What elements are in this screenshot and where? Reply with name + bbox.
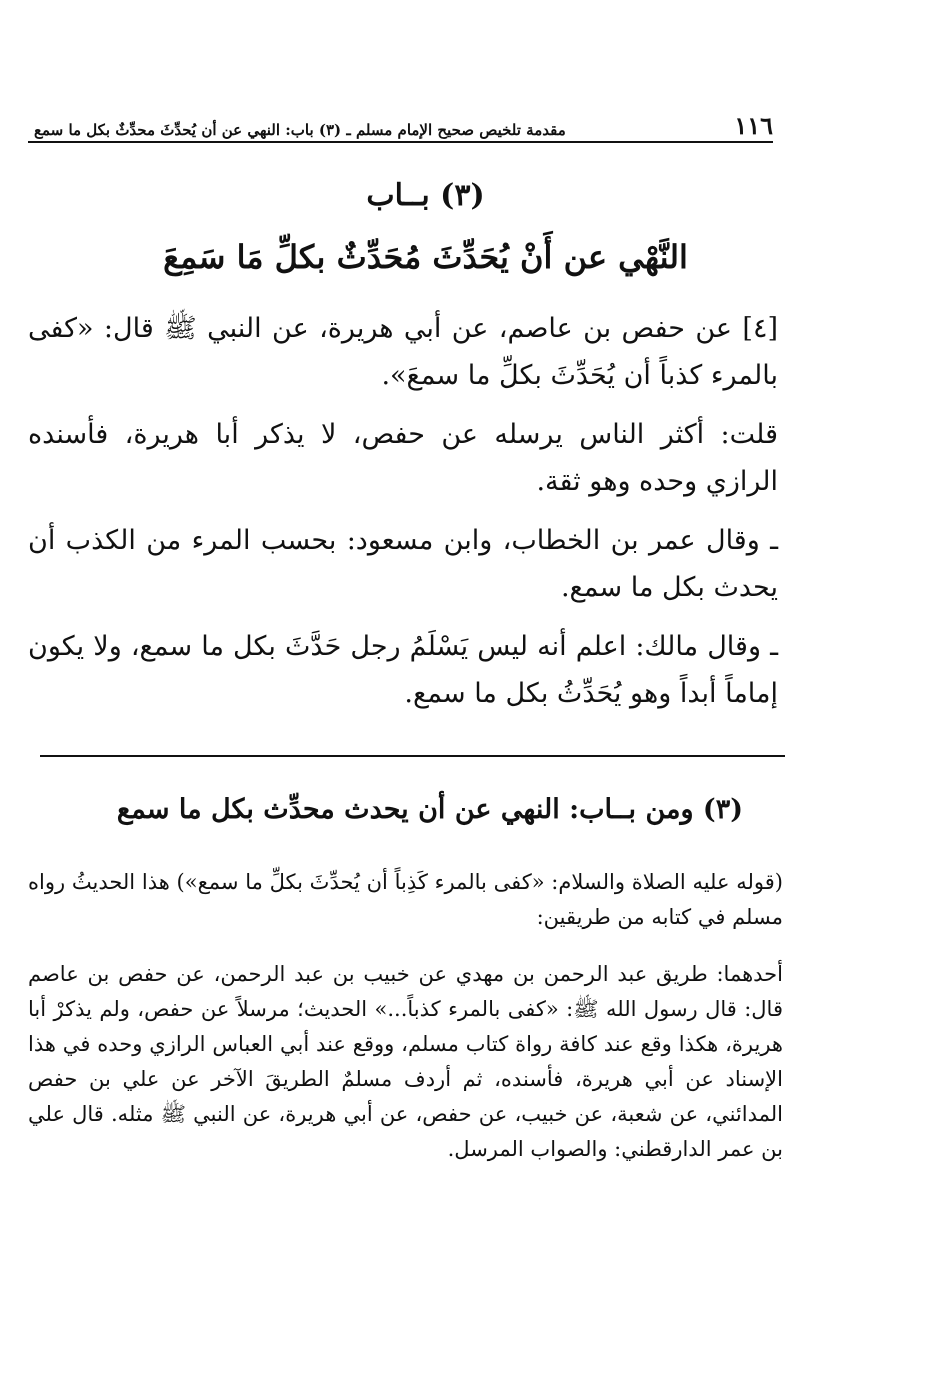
commentary-paragraph: أحدهما: طريق عبد الرحمن بن مهدي عن خبيب بن عبد الرحمن، عن حفص بن عاصم قال: قال رسول الله ﷺ: «كفى بالمرء كذباً...» الحديث؛ مرسلاً عن حفص، ولم يذكرْ أبا هريرة، هكذا وقع عند كافة رواة كتاب مسلم، ووقع عند أبي العباس الرازي وحده في هذا الإسناد عن أبي هريرة، فأسنده، ثم أردف مسلمٌ الطريقَ الآخر عن علي بن حفص المدائني، عن شعبة، عن خبيب، عن حفص، عن أبي هريرة، عن النبي ﷺ مثله. قال علي بن عمر الدارقطني: والصواب المرسل. [28, 962, 783, 1161]
chapter-title: النَّهْي عن أَنْ يُحَدِّثَ مُحَدِّثٌ بكلِّ مَا سَمِعَ [163, 238, 688, 276]
running-header [28, 105, 773, 143]
main-text [28, 305, 778, 729]
commentary-text [28, 865, 783, 1189]
note-paragraph: قلت: أكثر الناس يرسله عن حفص، لا يذكر أبا هريرة، فأسنده الرازي وحده وهو ثقة. [28, 419, 778, 497]
quote-paragraph: ـ وقال عمر بن الخطاب، وابن مسعود: بحسب المرء من الكذب أن يحدث بكل ما سمع. [28, 525, 778, 603]
hadith-paragraph: [٤] عن حفص بن عاصم، عن أبي هريرة، عن النبي ﷺ قال: «كفى بالمرء كذباً أن يُحَدِّثَ بكلِّ ما سمعَ». [28, 313, 778, 391]
running-title: مقدمة تلخيص صحيح الإمام مسلم ـ (٣) باب: النهي عن أن يُحدِّثَ محدِّثٌ بكل ما سمع [34, 121, 566, 139]
section-divider [40, 755, 785, 757]
quote-paragraph: ـ وقال مالك: اعلم أنه ليس يَسْلَمُ رجل حَدَّثَ بكل ما سمع، ولا يكون إماماً أبداً وهو يُحَدِّثُ بكل ما سمع. [28, 631, 778, 709]
page-number: ١١٦ [734, 111, 773, 140]
commentary-heading: (٣) ومن بــاب: النهي عن أن يحدث محدِّث بكل ما سمع [116, 794, 743, 825]
commentary-paragraph: (قوله عليه الصلاة والسلام: «كفى بالمرء كَذِباً أن يُحدِّثَ بكلِّ ما سمع») هذا الحديثُ رواه مسلم في كتابه من طريقين: [28, 870, 783, 929]
chapter-label: (٣) بــاب [366, 178, 485, 213]
